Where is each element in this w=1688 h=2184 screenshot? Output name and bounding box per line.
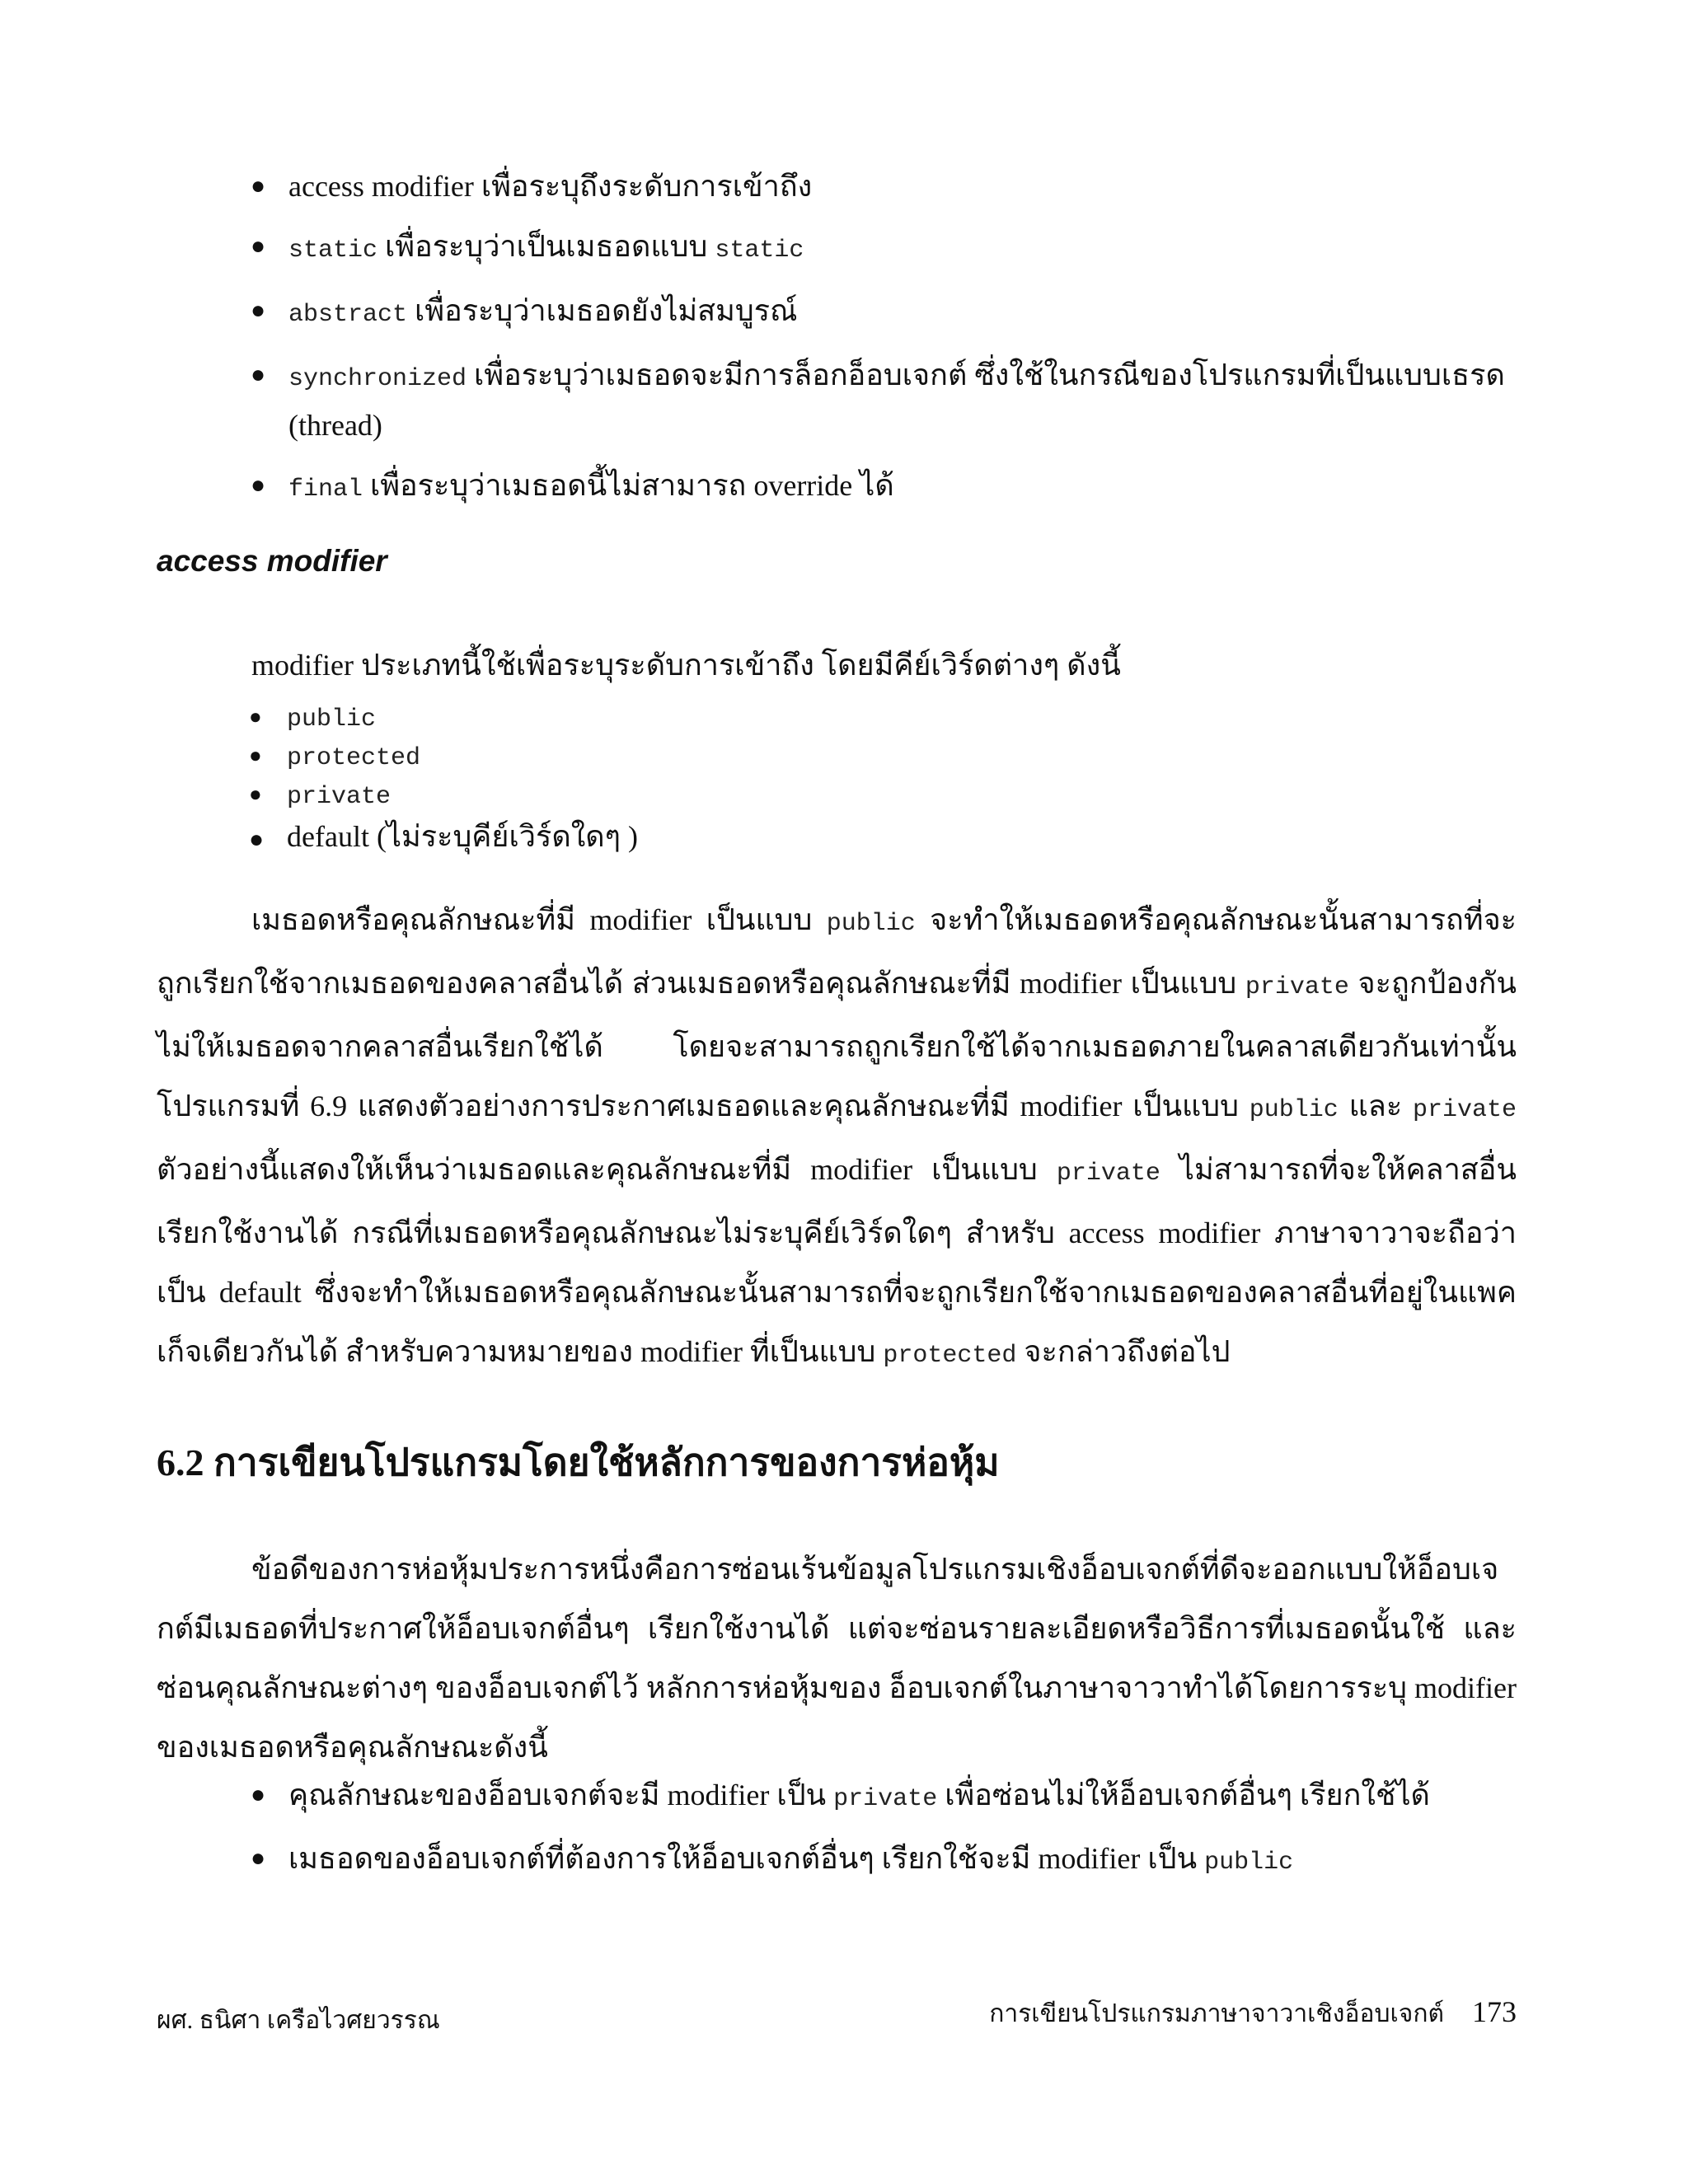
code-keyword: private [1412, 1096, 1517, 1124]
text-run: จะถูกป้องกันไม่ให้เมธอดจากคลาสอื่นเรียกใช้ได้ โดยจะสามารถถูกเรียกใช้ได้จากเมธอดภายในคลาสเดียวกันเท่านั้น โปรแกรมที่ 6.9 แสดงตัวอย่างการประกาศเมธอดและคุณลักษณะที่มี modifier เป็นแบบ [157, 967, 1517, 1122]
paragraph-encapsulation [157, 1540, 1517, 1777]
bullet-icon: ● [251, 361, 266, 388]
code-keyword: protected [883, 1342, 1017, 1370]
code-keyword: static [288, 237, 378, 265]
code-keyword: private [1245, 973, 1349, 1001]
list-item-text: เพื่อระบุว่าเป็นเมธอดแบบ [377, 230, 715, 263]
list-item-text: เพื่อระบุว่าเมธอดยังไม่สมบูรณ์ [407, 294, 798, 327]
list-item-text: เพื่อซ่อนไม่ให้อ็อบเจกต์อื่นๆ เรียกใช้ได้ [937, 1779, 1430, 1811]
text-run: จะกล่าวถึงต่อไป [1016, 1335, 1231, 1368]
code-keyword: public [826, 910, 916, 938]
access-keyword-list [249, 699, 638, 858]
bullet-icon: ● [249, 743, 262, 767]
list-item [251, 352, 1508, 448]
list-item [251, 288, 1508, 338]
list-item [249, 776, 638, 815]
text-run: เมธอดหรือคุณลักษณะที่มี modifier เป็นแบบ [251, 903, 827, 936]
text-run: และ [1338, 1090, 1413, 1122]
paragraph-text [157, 890, 1517, 1385]
code-keyword: static [715, 237, 804, 265]
bullet-icon: ● [251, 297, 266, 324]
code-keyword: final [288, 476, 363, 504]
list-item-text: default (ไม่ระบุคีย์เวิร์ดใดๆ ) [287, 820, 638, 853]
list-item [251, 223, 1508, 274]
list-item-text: เพื่อระบุว่าเมธอดนี้ไม่สามารถ override ได้ [363, 469, 894, 502]
list-item-text: เมธอดของอ็อบเจกต์ที่ต้องการให้อ็อบเจกต์อื่นๆ เรียกใช้จะมี modifier เป็น [288, 1842, 1205, 1875]
code-keyword: protected [287, 744, 421, 772]
code-keyword: private [833, 1785, 938, 1813]
bullet-icon: ● [251, 232, 266, 260]
method-modifier-list [251, 163, 1508, 527]
list-item-text: เพื่อระบุว่าเมธอดจะมีการล็อกอ็อบเจกต์ ซึ่งใช้ในกรณีของโปรแกรมที่เป็นแบบเธรด (thread) [288, 359, 1505, 442]
bullet-icon: ● [249, 782, 262, 806]
list-item-text: คุณลักษณะของอ็อบเจกต์จะมี modifier เป็น [288, 1779, 834, 1811]
text-run: จะทำให้เมธอดหรือคุณลักษณะนั้นสามารถที่จะถูกเรียกใช้จากเมธอดของคลาสอื่นได้ ส่วนเมธอดหรือคุณลักษณะที่มี modifier เป็นแบบ [157, 903, 1517, 1000]
code-keyword: public [1249, 1096, 1339, 1124]
code-keyword: abstract [288, 301, 408, 329]
list-item [251, 1834, 1508, 1887]
list-item [249, 815, 638, 858]
footer-author: ผศ. ธนิศา เครือไวศยวรรณ [157, 2007, 440, 2034]
encapsulation-rules-list [251, 1770, 1508, 1897]
list-item [249, 699, 638, 738]
list-item [249, 738, 638, 776]
list-item [251, 462, 1508, 513]
code-keyword: private [287, 783, 392, 811]
text-run: ไม่สามารถที่จะให้คลาสอื่นเรียกใช้งานได้ กรณีที่เมธอดหรือคุณลักษณะไม่ระบุคีย์เวิร์ดใดๆ สำหรับ access modifier ภาษาจาวาจะถือว่าเป็น default ซึ่งจะทำให้เมธอดหรือคุณลักษณะนั้นสามารถที่จะถูกเรียกใช้จากเมธอดของคลาสอื่นที่อยู่ในแพคเก็จเดียวกันได้ สำหรับความหมายของ modifier ที่เป็นแบบ [157, 1153, 1517, 1368]
text-run: ตัวอย่างนี้แสดงให้เห็นว่าเมธอดและคุณลักษณะที่มี modifier เป็นแบบ [157, 1153, 1057, 1186]
code-keyword: private [1056, 1160, 1160, 1188]
footer-title [989, 1994, 1517, 2033]
page-number: 173 [1472, 1995, 1517, 2028]
code-keyword: synchronized [288, 365, 467, 393]
intro-text: modifier ประเภทนี้ใช้เพื่อระบุระดับการเข้าถึง โดยมีคีย์เวิร์ดต่างๆ ดังนี้ [251, 649, 1121, 682]
section-heading: 6.2 การเขียนโปรแกรมโดยใช้หลักการของการห่อหุ้ม [157, 1441, 1000, 1483]
code-keyword: public [287, 705, 377, 733]
paragraph-text: ข้อดีของการห่อหุ้มประการหนึ่งคือการซ่อนเร้นข้อมูลโปรแกรมเชิงอ็อบเจกต์ที่ดีจะออกแบบให้อ็อบเจกต์มีเมธอดที่ประกาศให้อ็อบเจกต์อื่นๆ เรียกใช้งานได้ แต่จะซ่อนรายละเอียดหรือวิธีการที่เมธอดนั้นใช้ และซ่อนคุณลักษณะต่างๆ ของอ็อบเจกต์ไว้ หลักการห่อหุ้มของ อ็อบเจกต์ในภาษาจาวาทำได้โดยการระบุ modifier ของเมธอดหรือคุณลักษณะดังนี้ [157, 1553, 1517, 1764]
bullet-icon: ● [251, 1844, 266, 1872]
subheading-access-modifier: access modifier [157, 544, 387, 578]
bullet-icon: ● [251, 471, 266, 499]
bullet-icon: ● [249, 705, 262, 729]
bullet-icon: ● [251, 172, 266, 199]
paragraph-access-modifier [157, 890, 1517, 1385]
bullet-icon: ● [249, 826, 265, 853]
list-item [251, 163, 1508, 209]
list-item-text: access modifier เพื่อระบุถึงระดับการเข้าถึง [288, 170, 813, 203]
list-item [251, 1770, 1508, 1824]
code-keyword: public [1204, 1849, 1294, 1877]
footer-book-title: การเขียนโปรแกรมภาษาจาวาเชิงอ็อบเจกต์ [989, 2000, 1444, 2027]
bullet-icon: ● [251, 1781, 266, 1808]
